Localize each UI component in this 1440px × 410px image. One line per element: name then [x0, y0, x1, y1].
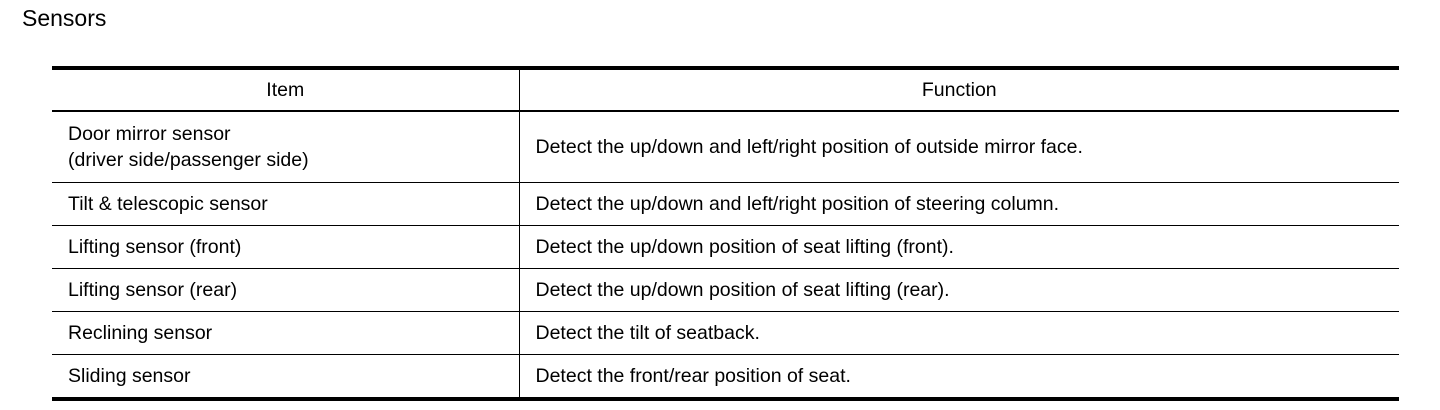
item-cell: Lifting sensor (front) — [68, 236, 242, 258]
item-cell: Sliding sensor — [68, 365, 191, 387]
column-header-item: Item — [266, 78, 305, 101]
table-row — [52, 312, 1399, 355]
item-cell: Lifting sensor (rear) — [68, 279, 238, 301]
function-cell: Detect the up/down and left/right position of steering column. — [519, 183, 1399, 226]
table-row — [52, 226, 1399, 269]
section-title: Sensors — [22, 5, 107, 31]
item-cell: Reclining sensor — [68, 322, 213, 344]
item-cell — [52, 111, 519, 183]
table-row — [52, 355, 1399, 400]
item-line: Door mirror sensor — [68, 123, 231, 145]
function-cell: Detect the front/rear position of seat. — [519, 355, 1399, 400]
function-cell: Detect the up/down position of seat lifting (rear). — [519, 269, 1399, 312]
table-header-row — [52, 68, 1399, 111]
function-cell: Detect the up/down and left/right position of outside mirror face. — [519, 111, 1399, 183]
table-row — [52, 183, 1399, 226]
function-cell: Detect the tilt of seatback. — [519, 312, 1399, 355]
item-cell: Tilt & telescopic sensor — [68, 193, 268, 215]
item-line: (driver side/passenger side) — [68, 149, 309, 171]
table-row — [52, 269, 1399, 312]
sensors-table — [52, 66, 1399, 401]
function-cell: Detect the up/down position of seat lifting (front). — [519, 226, 1399, 269]
column-header-function: Function — [519, 68, 1399, 111]
table-row — [52, 111, 1399, 183]
